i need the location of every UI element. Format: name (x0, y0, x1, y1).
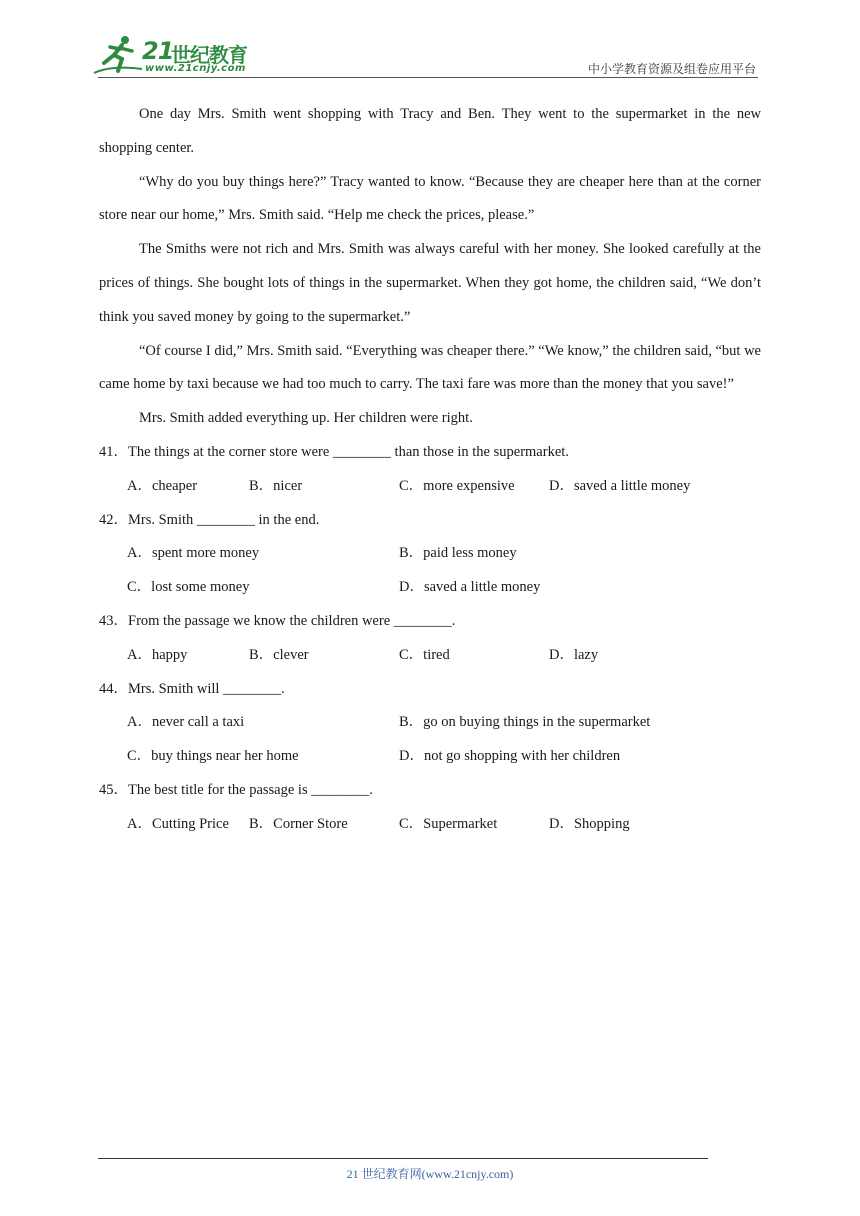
question-42: 42．Mrs. Smith ________ in the end. (99, 511, 320, 528)
options-42-row2 (99, 571, 761, 605)
option-d[interactable]: D．Shopping (549, 815, 630, 832)
header-divider (98, 77, 758, 78)
option-a[interactable]: A．happy (127, 646, 188, 663)
question-43: 43．From the passage we know the children were ________. (99, 612, 456, 629)
passage-paragraph: The Smiths were not rich and Mrs. Smith was always careful with her money. She looked carefully at the prices of things. She bought lots of things in the supermarket. When they got home, the children said, “We don’t think you saved money by going to the supermarket.” (99, 241, 761, 325)
site-logo[interactable] (92, 33, 262, 77)
option-b[interactable]: B．clever (249, 646, 309, 663)
passage-paragraph: One day Mrs. Smith went shopping with Tracy and Ben. They went to the supermarket in the new shopping center. (99, 106, 761, 156)
platform-title: 中小学教育资源及组卷应用平台 (587, 62, 756, 76)
options-45 (99, 808, 761, 842)
options-44-row1 (99, 706, 761, 740)
question-45: 45．The best title for the passage is ________. (99, 781, 373, 798)
footer-source[interactable]: 21 世纪教育网(www.21cnjy.com) (346, 1167, 514, 1181)
options-41 (99, 470, 761, 504)
option-a[interactable]: A．Cutting Price (127, 815, 229, 832)
option-a[interactable]: A．spent more money (127, 545, 260, 562)
option-d[interactable]: D．lazy (549, 646, 599, 663)
passage-paragraph: “Of course I did,” Mrs. Smith said. “Everything was cheaper there.” “We know,” the children said, “but we came home by taxi because we had too much to carry. The taxi fare was more than the money that you save!” (99, 342, 761, 393)
option-b[interactable]: B．paid less money (399, 545, 517, 562)
option-a[interactable]: A．cheaper (127, 477, 198, 494)
passage-paragraph: “Why do you buy things here?” Tracy wanted to know. “Because they are cheaper here than at the corner store near our home,” Mrs. Smith said. “Help me check the prices, please.” (99, 173, 761, 224)
option-d[interactable]: D．not go shopping with her children (399, 748, 621, 765)
logo-url: www.21cnjy.com (145, 63, 246, 74)
logo-text: 世纪教育 (171, 43, 247, 67)
passage-paragraph: Mrs. Smith added everything up. Her children were right. (139, 410, 473, 427)
options-42-row1 (99, 537, 761, 571)
option-c[interactable]: C．tired (399, 646, 450, 663)
document-body (99, 98, 761, 842)
option-d[interactable]: D．saved a little money (399, 579, 541, 596)
logo-number: 21 (142, 37, 174, 65)
option-d[interactable]: D．saved a little money (549, 477, 691, 494)
option-c[interactable]: C．lost some money (127, 579, 250, 596)
option-c[interactable]: C．more expensive (399, 477, 515, 494)
question-41: 41．The things at the corner store were ________ than those in the supermarket. (99, 443, 569, 460)
page-header (0, 0, 860, 80)
options-43 (99, 639, 761, 673)
option-c[interactable]: C．buy things near her home (127, 748, 299, 765)
footer-divider (98, 1158, 708, 1159)
options-44-row2 (99, 740, 761, 774)
question-44: 44．Mrs. Smith will ________. (99, 680, 285, 697)
option-b[interactable]: B．Corner Store (249, 815, 348, 832)
option-c[interactable]: C．Supermarket (399, 815, 498, 832)
option-b[interactable]: B．go on buying things in the supermarket (399, 714, 651, 731)
option-a[interactable]: A．never call a taxi (127, 714, 245, 731)
runner-icon (92, 33, 144, 77)
option-b[interactable]: B．nicer (249, 477, 303, 494)
